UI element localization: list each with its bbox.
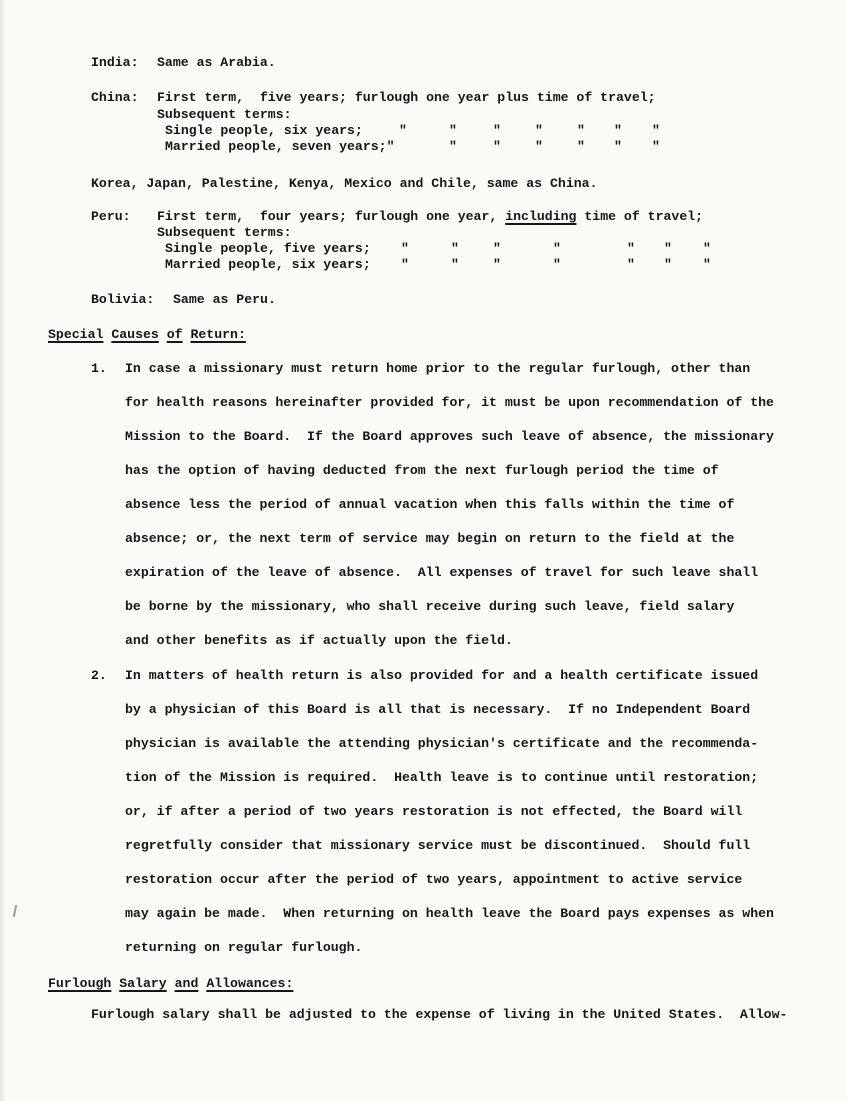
peru-single-people: Single people, five years; (165, 241, 371, 256)
paragraph-line: and other benefits as if actually upon the field. (125, 633, 513, 648)
ditto-mark: " (553, 241, 561, 256)
heading-word: Salary (119, 976, 167, 991)
peru-subsequent-terms: Subsequent terms: (157, 225, 292, 240)
ditto-mark: " (652, 139, 660, 154)
ditto-mark: " (652, 123, 660, 138)
ditto-mark: " (614, 123, 622, 138)
heading-word: and (174, 976, 199, 991)
paragraph-line: or, if after a period of two years restoration is not effected, the Board will (125, 804, 743, 819)
ditto-mark: " (451, 257, 459, 272)
ditto-mark: " (703, 257, 711, 272)
special-causes-heading (48, 328, 246, 341)
peru-including-underlined: including (505, 209, 577, 224)
paragraph-line: may again be made. When returning on health leave the Board pays expenses as when (125, 906, 774, 921)
heading-word: of (166, 327, 183, 342)
item-1-number: 1. (91, 361, 107, 376)
paragraph-line: In matters of health return is also provided for and a health certificate issued (125, 668, 759, 683)
peru-first-term-a: First term, four years; furlough one year, (157, 209, 506, 224)
paragraph-line: absence; or, the next term of service may begin on return to the field at the (125, 531, 735, 546)
ditto-mark: " (399, 123, 407, 138)
ditto-mark: " (449, 123, 457, 138)
china-label: China: (91, 90, 139, 105)
item-1-paragraph (125, 352, 815, 658)
ditto-mark: " (493, 241, 501, 256)
item-2-number: 2. (91, 668, 107, 683)
paragraph-line: has the option of having deducted from the next furlough period the time of (125, 463, 719, 478)
ditto-mark: " (577, 139, 585, 154)
furlough-salary-text: Furlough salary shall be adjusted to the expense of living in the United States. Allow- (91, 1007, 788, 1022)
paragraph-line: for health reasons hereinafter provided for, it must be upon recommendation of the (125, 395, 774, 410)
paragraph-line: tion of the Mission is required. Health leave is to continue until restoration; (125, 770, 759, 785)
ditto-mark: " (703, 241, 711, 256)
peru-married-people: Married people, six years; (165, 257, 371, 272)
ditto-mark: " (451, 241, 459, 256)
ditto-mark: " (493, 257, 501, 272)
furlough-salary-heading (48, 977, 293, 990)
ditto-mark: " (401, 241, 409, 256)
paragraph-line: In case a missionary must return home prior to the regular furlough, other than (125, 361, 751, 376)
ditto-mark: " (664, 257, 672, 272)
paragraph-line: by a physician of this Board is all that is necessary. If no Independent Board (125, 702, 751, 717)
paragraph-line: expiration of the leave of absence. All expenses of travel for such leave shall (125, 565, 759, 580)
ditto-mark: " (577, 123, 585, 138)
heading-word: Allowances: (206, 976, 294, 991)
heading-word: Causes (111, 327, 159, 342)
bolivia-text: Same as Peru. (173, 292, 276, 307)
paragraph-line: absence less the period of annual vacation when this falls within the time of (125, 497, 735, 512)
stray-pen-mark (13, 905, 17, 917)
ditto-mark: " (627, 257, 635, 272)
heading-word: Special (48, 327, 104, 342)
bolivia-label: Bolivia: (91, 292, 155, 307)
ditto-mark: " (535, 123, 543, 138)
india-label: India: (91, 55, 139, 70)
paragraph-line: physician is available the attending physician's certificate and the recommenda- (125, 736, 759, 751)
china-married-people: Married people, seven years;" (165, 139, 395, 154)
india-text: Same as Arabia. (157, 55, 276, 70)
paragraph-line: be borne by the missionary, who shall receive during such leave, field salary (125, 599, 735, 614)
ditto-mark: " (535, 139, 543, 154)
paragraph-line: regretfully consider that missionary service must be discontinued. Should full (125, 838, 751, 853)
china-subsequent-terms: Subsequent terms: (157, 107, 292, 122)
korea-japan-line: Korea, Japan, Palestine, Kenya, Mexico and Chile, same as China. (91, 176, 598, 191)
ditto-mark: " (664, 241, 672, 256)
heading-word: Furlough (48, 976, 112, 991)
ditto-mark: " (493, 139, 501, 154)
paragraph-line: Mission to the Board. If the Board approves such leave of absence, the missionary (125, 429, 774, 444)
paragraph-line: returning on regular furlough. (125, 940, 363, 955)
item-2-paragraph (125, 659, 815, 965)
ditto-mark: " (553, 257, 561, 272)
ditto-mark: " (493, 123, 501, 138)
peru-first-term-b: time of travel; (576, 209, 704, 224)
peru-label: Peru: (91, 209, 131, 224)
heading-word: Return: (190, 327, 246, 342)
peru-first-term (157, 210, 703, 223)
paragraph-line: restoration occur after the period of two years, appointment to active service (125, 872, 743, 887)
scan-edge-shadow (0, 0, 6, 1101)
china-single-people: Single people, six years; (165, 123, 363, 138)
ditto-mark: " (401, 257, 409, 272)
ditto-mark: " (614, 139, 622, 154)
ditto-mark: " (449, 139, 457, 154)
ditto-mark: " (627, 241, 635, 256)
china-first-term: First term, five years; furlough one year plus time of travel; (157, 90, 656, 105)
